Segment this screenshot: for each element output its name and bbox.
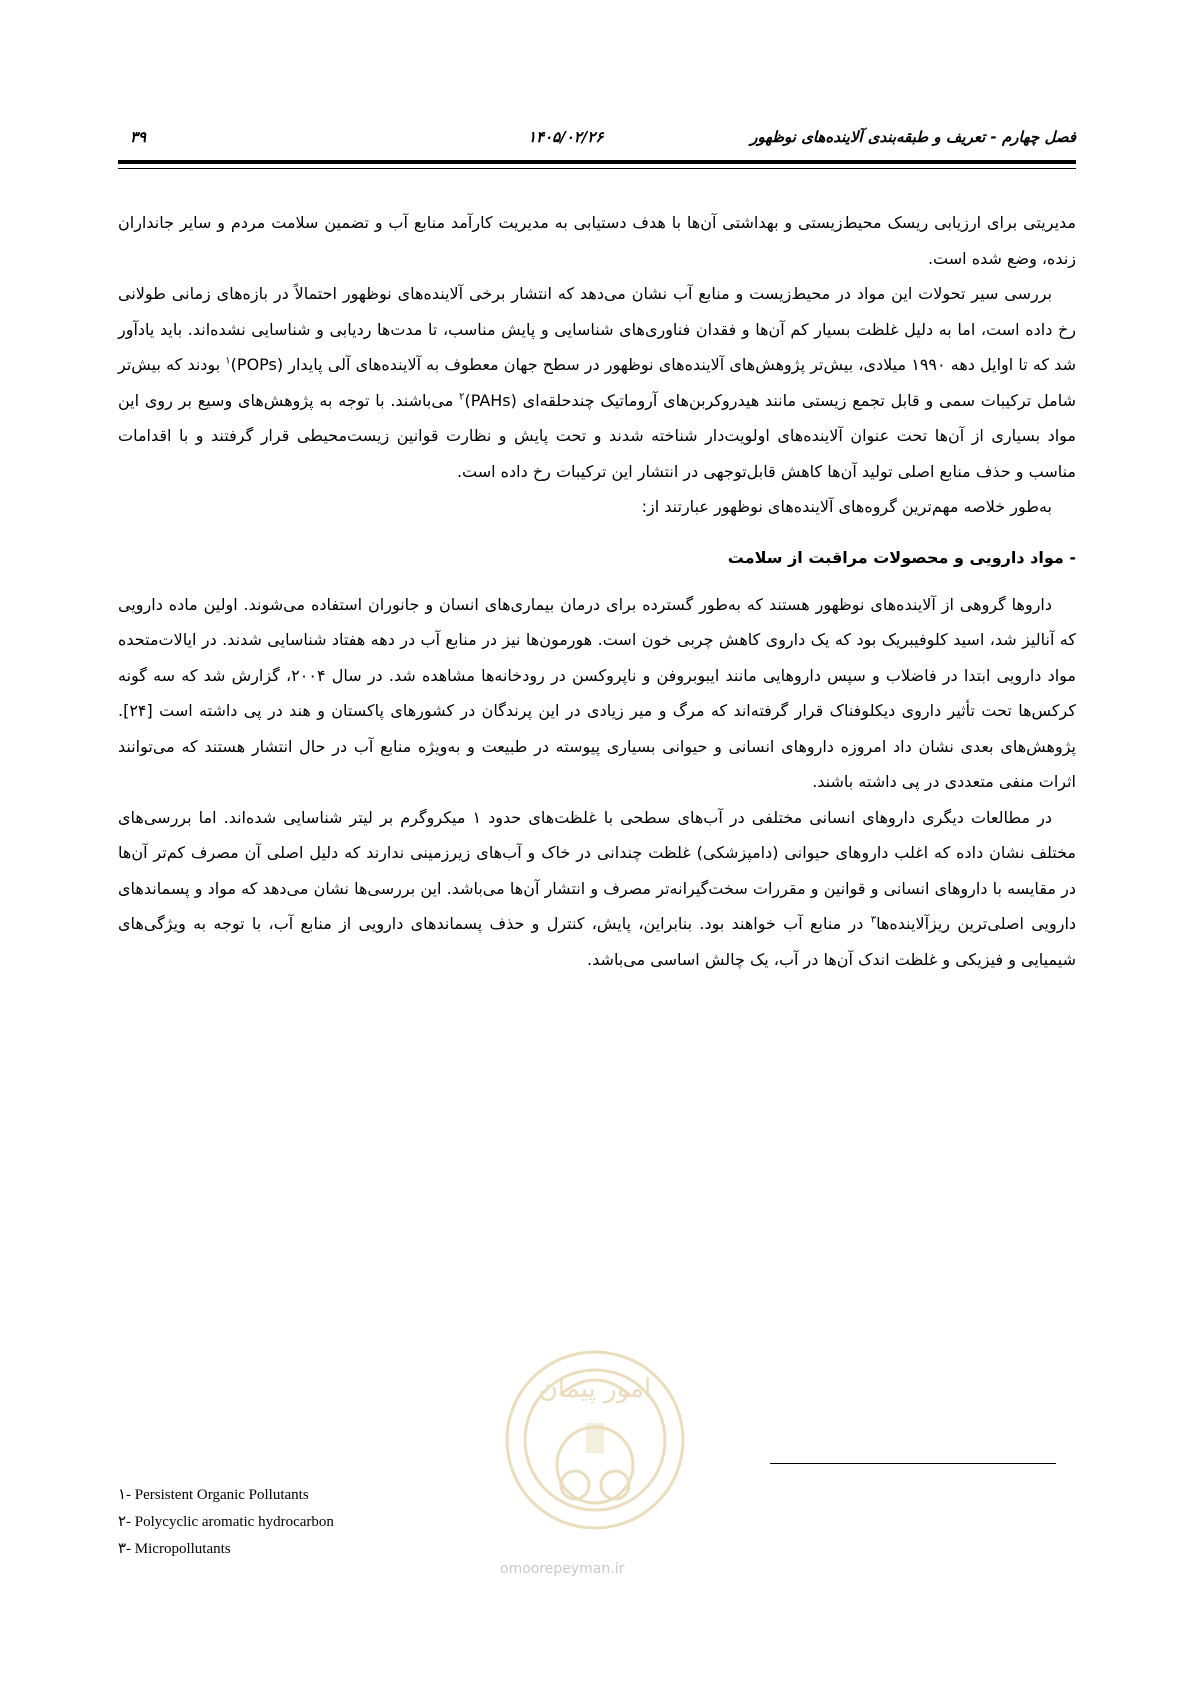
footnote-mark: ۲ (459, 391, 465, 403)
footnote-mark: ۱ (225, 355, 231, 367)
chapter-title: فصل چهارم - تعریف و طبقه‌بندی آلاینده‌های نوظهور (750, 128, 1076, 146)
paragraph: بررسی سیر تحولات این مواد در محیط‌زیست و منابع آب نشان می‌دهد که انتشار برخی آلاینده‌های نوظهور احتمالاً در بازه‌های زمانی طولانی رخ داده است، اما به دلیل غلظت بسیار کم آن‌ها و فقدان فناوری‌های شناسایی و پایش مناسب، تا مدت‌ها ردیابی و شناسایی نشده‌اند. باید یادآور شد که تا اوایل دهه ۱۹۹۰ میلادی، بیش‌تر پژوهش‌های آلاینده‌های نوظهور در سطح جهان معطوف به آلاینده‌های آلی پایدار (POPs)$^۱$ بودند که بیش‌تر شامل ترکیبات سمی و قابل تجمع زیستی مانند هیدروکربن‌های آروماتیک چندحلقه‌ای (PAHs)$^۲$ می‌باشند. با توجه به پژوهش‌های وسیع بر روی این مواد بسیاری از آن‌ها تحت عنوان آلاینده‌های اولویت‌دار شناخته شدند و تحت پایش و نظارت قوانین زیست‌محیطی قرار گرفتند و با اقدامات مناسب و حذف منابع اصلی تولید آن‌ها کاهش قابل‌توجهی در انتشار این ترکیبات رخ داده است. (118, 284, 1077, 481)
body-text (118, 205, 1076, 977)
paragraph: مدیریتی برای ارزیابی ریسک محیط‌زیستی و بهداشتی آن‌ها با هدف دستیابی به مدیریت کارآمد منابع آب و تضمین سلامت مردم و سایر جانداران زنده، وضع شده است. (118, 213, 1076, 268)
footnotes (118, 1482, 518, 1563)
header-rule-thin (118, 168, 1076, 169)
watermark-logo (490, 1335, 700, 1565)
header-rule-thick (118, 160, 1076, 164)
page-number: ۳۹ (130, 128, 147, 146)
footnote-rule (770, 1463, 1056, 1464)
header-date: ۱۴۰۵/۰۲/۲۶ (528, 128, 604, 146)
paragraph: داروها گروهی از آلاینده‌های نوظهور هستند که به‌طور گسترده برای درمان بیماری‌های انسان و جانوران استفاده می‌شوند. اولین ماده دارویی که آنالیز شد، اسید کلوفیبریک بود که یک داروی کاهش چربی خون است. هورمون‌ها نیز در منابع آب در دهه هفتاد شناسایی شدند. در ایالات‌متحده مواد دارویی ابتدا در فاضلاب و سپس داروهایی مانند ایبوبروفن و ناپروکسن در رودخانه‌ها مشاهده شد. در سال ۲۰۰۴، گزارش شد که سه گونه کرکس‌ها تحت تأثیر داروی دیکلوفناک قرار گرفته‌اند که مرگ و میر زیادی در این پرندگان در کشورهای پاکستان و هند در پی داشته است [۲۴]. پژوهش‌های بعدی نشان داد امروزه داروهای انسانی و حیوانی بسیاری پیوسته در طبیعت و به‌ویژه منابع آب در حال انتشار هستند که می‌توانند اثرات منفی متعددی در پی داشته باشند. (118, 594, 1077, 791)
paragraph: به‌طور خلاصه مهم‌ترین گروه‌های آلاینده‌های نوظهور عبارتند از: (641, 497, 1052, 516)
footnote-mark: ۳ (870, 914, 877, 926)
footnote: ۲- Polycyclic aromatic hydrocarbon (118, 1514, 334, 1530)
footnote: ۱- Persistent Organic Pollutants (118, 1487, 309, 1503)
section-heading: - مواد دارویی و محصولات مراقبت از سلامت (727, 547, 1076, 567)
paragraph: در مطالعات دیگری داروهای انسانی مختلفی در آب‌های سطحی با غلظت‌های حدود ۱ میکروگرم بر لیتر شناسایی شده‌اند. اما بررسی‌های مختلف نشان داده که اغلب داروهای حیوانی (دامپزشکی) غلظت چندانی در خاک و آب‌های زیرزمینی ندارند که دلیل اصلی آن مصرف کم‌تر آن‌ها در مقایسه با داروهای انسانی و قوانین و مقررات سخت‌گیرانه‌تر مصرف و انتشار آن‌ها می‌باشد. این بررسی‌ها نشان می‌دهد که مواد و پسماندهای دارویی اصلی‌ترین ریزآلاینده‌ها$^۳$ در منابع آب خواهند بود. بنابراین، پایش، کنترل و حذف پسماندهای دارویی از منابع آب، با توجه به ویژگی‌های شیمیایی و فیزیکی و غلظت اندک آن‌ها در آب، یک چالش اساسی می‌باشد. (118, 807, 1077, 969)
watermark-url: omoorepeyman.ir (500, 1561, 625, 1577)
footnote: ۳- Micropollutants (118, 1541, 231, 1557)
watermark-logo-text: امور پیمان (538, 1374, 652, 1404)
running-header (118, 128, 1076, 154)
